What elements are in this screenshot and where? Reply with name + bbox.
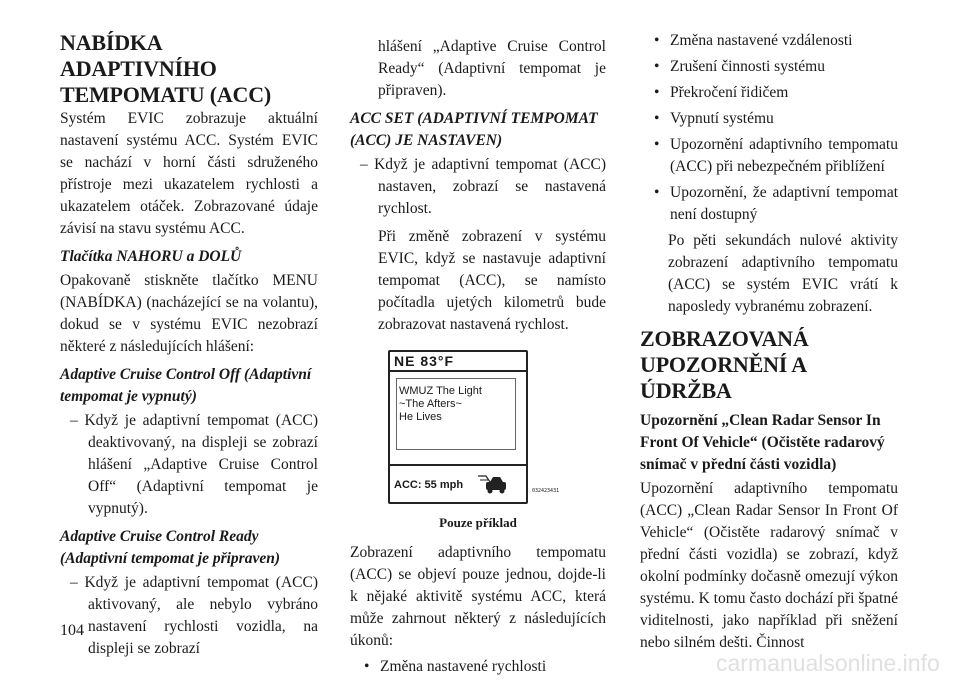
subheading-up-down-buttons: Tlačítka NAHORU a DOLŮ: [60, 248, 242, 265]
radio-line-1: WMUZ The Light: [399, 385, 482, 397]
list-item: • Upozornění adaptivního tempomatu (ACC) při nebezpečném přiblížení: [640, 134, 898, 178]
car-distance-icon: [470, 470, 518, 506]
acc-ready-item: – Když je adaptivní tempomat (ACC) aktivovaný, ale nebylo vybráno nastavení rychlosti vozidla, na displeji se zobrazí: [70, 574, 318, 657]
list-item: • Upozornění, že adaptivní tempomat není dostupný: [640, 182, 898, 226]
subheading-acc-off: Adaptive Cruise Control Off (Adaptivní tempomat je vypnutý): [60, 366, 312, 405]
acc-status-bar: [390, 464, 526, 502]
column-middle: [350, 30, 606, 682]
radio-line-3: He Lives: [399, 411, 442, 423]
column-left: [60, 30, 318, 664]
acc-set-item: – Když je adaptivní tempomat (ACC) nastaven, zobrazí se nastavená rychlost.: [360, 156, 606, 217]
acc-ready-item-continued: hlášení „Adaptive Cruise Control Ready“ (Adaptivní tempomat je připraven).: [378, 38, 606, 99]
watermark: carmanualsonline.info: [716, 650, 940, 676]
list-item: • Změna nastavené rychlosti: [350, 656, 606, 678]
figure-caption: Pouze příklad: [439, 515, 517, 530]
acc-off-item: – Když je adaptivní tempomat (ACC) deaktivovaný, na displeji se zobrazí hlášení „Adaptive Cruise Control Off“ (Adaptivní tempomat je vypnutý).: [70, 412, 318, 517]
radio-info-box: [396, 378, 516, 450]
page-number: 104: [60, 622, 84, 639]
subheading-acc-ready: Adaptive Cruise Control Ready (Adaptivní tempomat je připraven): [60, 528, 280, 567]
evic-display-figure: [388, 350, 568, 506]
compass-temperature-readout: NE 83°F: [390, 352, 526, 372]
subheading-clean-radar-sensor: Upozornění „Clean Radar Sensor In Front Of Vehicle“ (Očistěte radarový snímač v přední části vozidla): [640, 412, 885, 473]
menu-instruction-paragraph: Opakovaně stiskněte tlačítko MENU (NABÍDKA) (nacházející se na volantu), dokud se v systému EVIC nezobrazí některé z následujících hlášení:: [60, 272, 318, 355]
acc-speed-readout: ACC: 55 mph: [394, 479, 464, 491]
section-heading-acc-menu: NABÍDKA ADAPTIVNÍHO TEMPOMATU (ACC): [60, 30, 272, 107]
list-item: • Překročení řidičem: [640, 82, 898, 104]
activity-list-start: [350, 656, 606, 678]
timeout-paragraph: Po pěti sekundách nulové aktivity zobrazení adaptivního tempomatu (ACC) se systém EVIC vrátí k naposledy vybranému zobrazení.: [668, 232, 898, 315]
intro-paragraph: Systém EVIC zobrazuje aktuální nastavení systému ACC. Systém EVIC se nachází v horní části sdruženého přístroje mezi ukazatelem rychlosti a ukazatelem otáček. Zobrazované údaje závisí na stavu systému ACC.: [60, 110, 318, 237]
acc-set-explanation: Při změně zobrazení v systému EVIC, když se nastavuje adaptivní tempomat (ACC), se namísto počítadla ujetých kilometrů bude zobrazovat nastavená rychlost.: [378, 228, 606, 333]
clean-radar-paragraph: Upozornění adaptivního tempomatu (ACC) „Clean Radar Sensor In Front Of Vehicle“ (Očistěte radarový snímač v přední části vozidla) se zobrazí, když okolní podmínky dočasně omezují výkon systému. K tomu často dochází při špatné viditelnosti, jako například při sněžení nebo silném dešti. Činnost: [640, 480, 898, 651]
figure-code: 032423431: [532, 488, 560, 494]
list-item: • Změna nastavené vzdálenosti: [640, 30, 898, 52]
acc-display-paragraph: Zobrazení adaptivního tempomatu (ACC) se objeví pouze jednou, dojde-li k nějaké aktivitě systému ACC, která může zahrnout některý z následujících úkonů:: [350, 544, 606, 649]
radio-line-2: ~The Afters~: [399, 398, 462, 410]
column-right: [640, 30, 898, 658]
section-heading-warnings: ZOBRAZOVANÁ UPOZORNĚNÍ A ÚDRŽBA: [640, 326, 809, 403]
subheading-acc-set: ACC SET (ADAPTIVNÍ TEMPOMAT (ACC) JE NASTAVEN): [350, 110, 598, 149]
activity-list-continued: [640, 30, 898, 226]
list-item: • Vypnutí systému: [640, 108, 898, 130]
evic-screen: [388, 350, 528, 504]
list-item: • Zrušení činnosti systému: [640, 56, 898, 78]
